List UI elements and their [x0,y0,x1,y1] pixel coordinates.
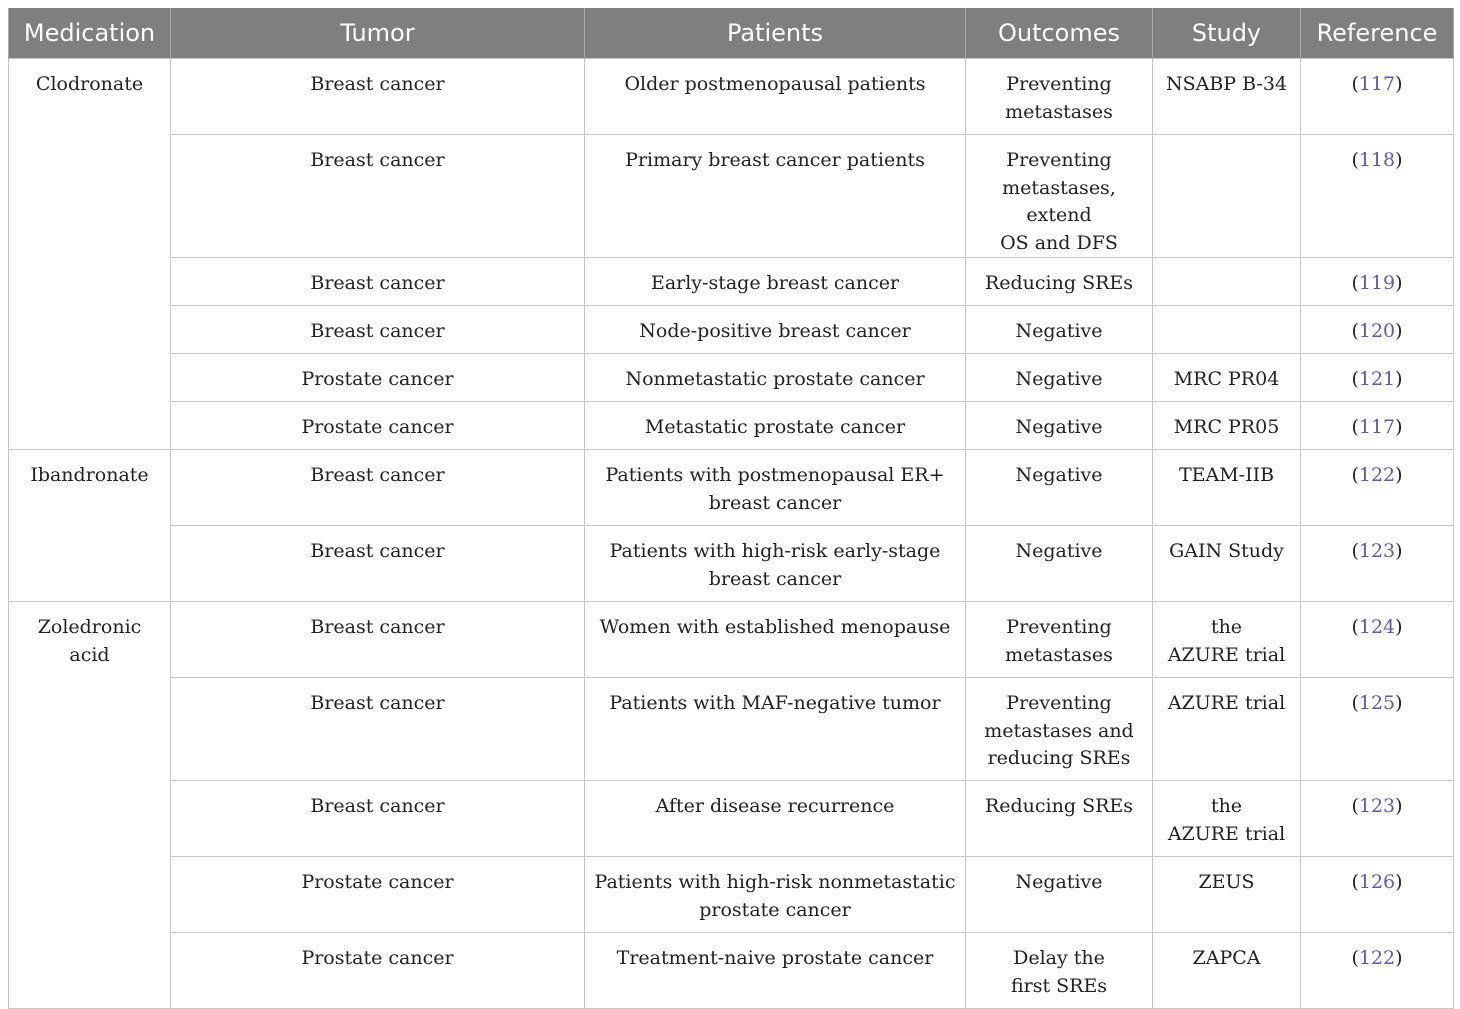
patients-line: prostate cancer [699,898,851,921]
patients-line: Patients with MAF-negative tumor [609,692,941,714]
table-row [9,306,1454,354]
reference-link[interactable]: 124 [1358,616,1396,638]
cell-reference: (124) [1301,602,1454,678]
cell-patients [585,526,966,602]
patients-line: breast cancer [708,491,842,514]
cell-outcomes [966,258,1153,306]
reference-link[interactable]: 122 [1358,947,1396,969]
study-line: AZURE trial [1167,692,1286,714]
cell-tumor: Breast cancer [171,135,585,258]
patients-line: Node-positive breast cancer [639,320,911,342]
cell-patients [585,135,966,258]
study-line: MRC PR04 [1173,368,1280,390]
reference-link[interactable]: 119 [1358,272,1396,294]
cell-reference: (121) [1301,354,1454,402]
cell-outcomes [966,59,1153,135]
cell-outcomes [966,781,1153,857]
patients-line: Patients with high-risk nonmetastatic [594,871,956,893]
cell-study [1153,781,1301,857]
outcomes-line: Delay the [1013,947,1105,969]
study-line: NSABP B-34 [1165,73,1288,95]
cell-study [1153,59,1301,135]
cell-reference: (123) [1301,526,1454,602]
patients-line: Women with established menopause [599,616,951,638]
cell-patients [585,781,966,857]
header-reference: Reference [1301,8,1454,59]
outcomes-line: Preventing [1006,692,1112,714]
cell-reference: (120) [1301,306,1454,354]
cell-tumor: Breast cancer [171,306,585,354]
cell-reference: (122) [1301,933,1454,1009]
reference-link[interactable]: 120 [1358,320,1396,342]
outcomes-line: Negative [1015,464,1103,486]
outcomes-line: metastases [1005,643,1113,666]
reference-link[interactable]: 117 [1358,416,1396,438]
outcomes-line: Reducing SREs [984,795,1134,817]
cell-reference: (117) [1301,402,1454,450]
header-patients: Patients [585,8,966,59]
table-row [9,602,1454,678]
outcomes-line: first SREs [1010,974,1108,997]
cell-patients [585,402,966,450]
cell-tumor: Breast cancer [171,526,585,602]
outcomes-line: reducing SREs [987,747,1131,769]
study-line: ZAPCA [1192,947,1261,969]
cell-patients [585,306,966,354]
outcomes-line: Negative [1015,320,1103,342]
study-line: AZURE trial [1167,822,1286,845]
cell-study [1153,306,1301,354]
cell-medication: Zoledronic acid [9,602,171,1009]
cell-reference: (125) [1301,678,1454,781]
table-row [9,258,1454,306]
cell-patients [585,450,966,526]
study-line: TEAM-IIB [1178,464,1275,486]
table-row [9,135,1454,258]
outcomes-line: Reducing SREs [984,272,1134,294]
medication-table [8,8,1454,1009]
cell-tumor: Breast cancer [171,450,585,526]
cell-outcomes [966,402,1153,450]
study-line: the [1210,795,1243,817]
patients-line: Early-stage breast cancer [650,272,900,294]
outcomes-line: Preventing [1006,149,1112,171]
cell-tumor: Prostate cancer [171,402,585,450]
outcomes-line: Negative [1015,368,1103,390]
reference-link[interactable]: 126 [1358,871,1396,893]
cell-patients [585,933,966,1009]
outcomes-line: metastases and [984,719,1134,742]
table-row [9,402,1454,450]
cell-reference: (123) [1301,781,1454,857]
cell-tumor: Prostate cancer [171,933,585,1009]
patients-line: Patients with high-risk early-stage [609,540,941,562]
cell-patients [585,258,966,306]
study-line: MRC PR05 [1173,416,1280,438]
patients-line: breast cancer [708,567,842,590]
patients-line: Treatment-naive prostate cancer [616,947,934,969]
cell-tumor: Breast cancer [171,602,585,678]
outcomes-line: metastases [1005,100,1113,123]
cell-outcomes [966,450,1153,526]
cell-patients [585,354,966,402]
cell-medication: Ibandronate [9,450,171,602]
cell-study [1153,450,1301,526]
table-row [9,354,1454,402]
cell-tumor: Breast cancer [171,678,585,781]
reference-link[interactable]: 121 [1358,368,1396,390]
table-row [9,857,1454,933]
cell-study [1153,402,1301,450]
study-line: ZEUS [1198,871,1255,893]
cell-reference: (126) [1301,857,1454,933]
study-line: AZURE trial [1167,643,1286,666]
table-row [9,450,1454,526]
cell-reference: (119) [1301,258,1454,306]
cell-outcomes [966,933,1153,1009]
outcomes-line: Preventing [1006,73,1112,95]
reference-link[interactable]: 123 [1358,795,1396,817]
cell-tumor: Prostate cancer [171,857,585,933]
table-body [9,59,1454,1009]
patients-line: Older postmenopausal patients [624,73,926,95]
cell-outcomes [966,526,1153,602]
cell-study [1153,857,1301,933]
cell-tumor: Breast cancer [171,258,585,306]
outcomes-line: OS and DFS [1000,231,1118,254]
reference-link[interactable]: 125 [1358,692,1396,714]
cell-tumor: Breast cancer [171,59,585,135]
header-tumor: Tumor [171,8,585,59]
cell-patients [585,59,966,135]
reference-link[interactable]: 122 [1358,464,1396,486]
cell-outcomes [966,135,1153,258]
header-row [9,8,1454,59]
cell-outcomes [966,306,1153,354]
table-header [9,8,1454,59]
table-row [9,933,1454,1009]
cell-outcomes [966,354,1153,402]
header-outcomes: Outcomes [966,8,1153,59]
study-line: GAIN Study [1169,540,1284,562]
reference-link[interactable]: 123 [1358,540,1396,562]
outcomes-line: metastases, extend [1002,176,1116,226]
cell-tumor: Prostate cancer [171,354,585,402]
header-study: Study [1153,8,1301,59]
outcomes-line: Preventing [1006,616,1112,638]
study-line: the [1210,616,1243,638]
outcomes-line: Negative [1015,416,1103,438]
cell-reference: (122) [1301,450,1454,526]
cell-study [1153,678,1301,781]
patients-line: Primary breast cancer patients [625,149,925,171]
table-row [9,526,1454,602]
cell-study [1153,354,1301,402]
cell-outcomes [966,857,1153,933]
cell-study [1153,602,1301,678]
cell-patients [585,857,966,933]
cell-patients [585,602,966,678]
reference-link[interactable]: 118 [1358,149,1396,171]
cell-outcomes [966,678,1153,781]
header-medication: Medication [9,8,171,59]
cell-study [1153,526,1301,602]
cell-patients [585,678,966,781]
table-row [9,678,1454,781]
patients-line: Patients with postmenopausal ER+ [605,464,945,486]
cell-reference: (118) [1301,135,1454,258]
reference-link[interactable]: 117 [1358,73,1396,95]
cell-outcomes [966,602,1153,678]
patients-line: Nonmetastatic prostate cancer [625,368,925,390]
outcomes-line: Negative [1015,540,1103,562]
patients-line: After disease recurrence [655,795,895,817]
cell-study [1153,933,1301,1009]
cell-reference: (117) [1301,59,1454,135]
cell-tumor: Breast cancer [171,781,585,857]
patients-line: Metastatic prostate cancer [644,416,906,438]
table-row [9,781,1454,857]
cell-study [1153,135,1301,258]
cell-medication: Clodronate [9,59,171,450]
outcomes-line: Negative [1015,871,1103,893]
cell-study [1153,258,1301,306]
table-row [9,59,1454,135]
